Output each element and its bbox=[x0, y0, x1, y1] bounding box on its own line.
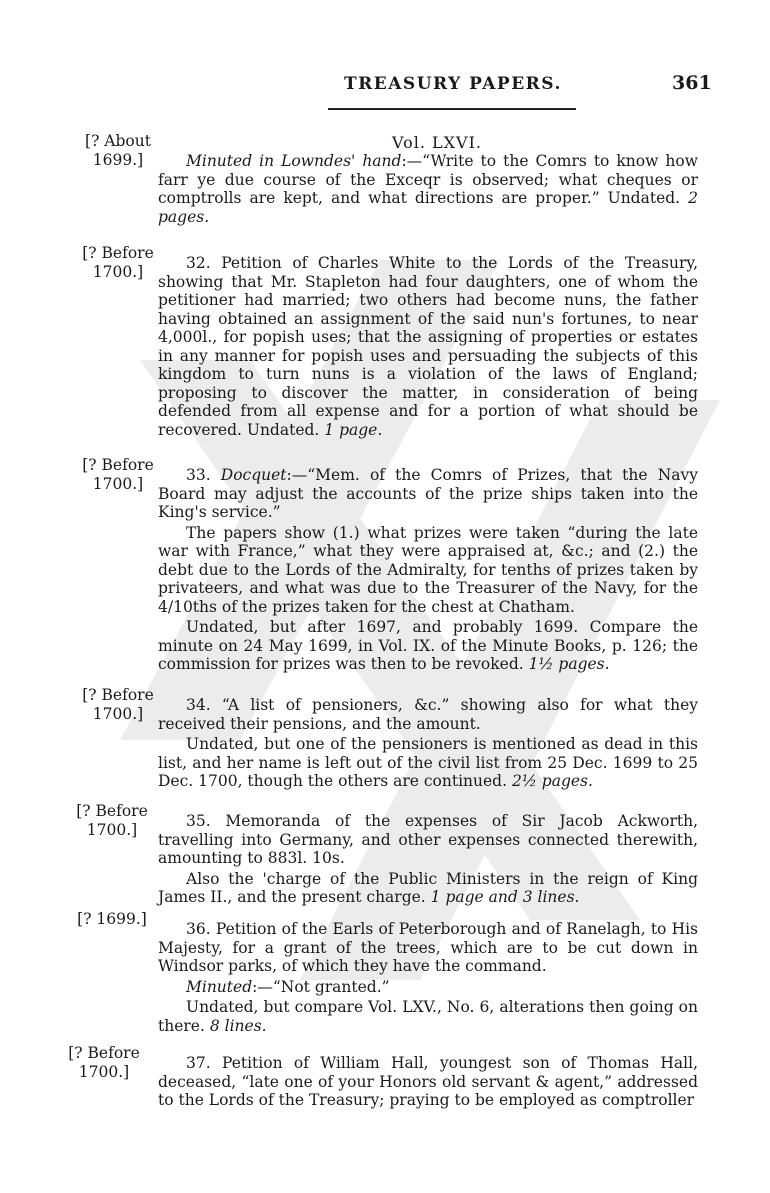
paragraph bbox=[158, 254, 698, 439]
margin-date: [? Before 1700.] bbox=[82, 244, 154, 281]
entry-number: 33. bbox=[186, 466, 221, 484]
paragraph-text: 37. Petition of William Hall, youngest son of Thomas Hall, deceased, “late one of your Honors old servant & agent,” addressed to the Lords of the Treasury; praying to be employed as comptroller bbox=[158, 1054, 698, 1109]
page-count: 1 page and 3 lines. bbox=[430, 888, 580, 906]
margin-date: [? Before 1700.] bbox=[68, 1044, 140, 1081]
paragraph-text: Undated, but one of the pensioners is mentioned as dead in this list, and her name is left out of the civil list from 25 Dec. 1699 to 25 Dec. 1700, though the others are continued. bbox=[158, 735, 698, 790]
volume-heading: Vol. LXVI. bbox=[392, 133, 482, 152]
italic-lead: Docquet bbox=[220, 466, 287, 484]
page-count: 2½ pages. bbox=[511, 772, 593, 790]
page-count: 2 pages. bbox=[158, 189, 698, 226]
entry-text bbox=[158, 812, 698, 907]
margin-date: [? About 1699.] bbox=[85, 132, 151, 169]
running-title: TREASURY PAPERS. bbox=[344, 74, 562, 94]
page-count: 1½ pages. bbox=[528, 655, 610, 673]
paragraph bbox=[158, 735, 698, 791]
paragraph-text: Undated, but compare Vol. LXV., No. 6, alterations then going on there. bbox=[158, 998, 698, 1035]
page-count: 1 page. bbox=[324, 420, 383, 439]
entry-text bbox=[158, 1054, 698, 1110]
margin-date: [? Before 1700.] bbox=[82, 456, 154, 493]
paragraph bbox=[158, 466, 698, 522]
paragraph bbox=[158, 696, 698, 733]
paragraph bbox=[158, 618, 698, 674]
paragraph-text: :—“Write to the Comrs to know how farr ye due course of the Exceqr is observed; what cheques or comptrolls are kept, and what directions are proper.” Undated. bbox=[158, 152, 698, 207]
paragraph bbox=[158, 1054, 698, 1110]
paragraph bbox=[158, 524, 698, 617]
margin-date: [? Before 1700.] bbox=[76, 802, 148, 839]
entry-text bbox=[158, 254, 698, 439]
paragraph bbox=[158, 152, 698, 226]
paragraph bbox=[158, 920, 698, 976]
page-count: 8 lines. bbox=[209, 1016, 267, 1035]
paragraph-text: Also the 'charge of the Public Ministers in the reign of King James II., and the present charge. bbox=[158, 869, 698, 906]
paragraph-text: 35. Memoranda of the expenses of Sir Jacob Ackworth, travelling into Germany, and other expenses connected therewith, amounting to 883l. 10s. bbox=[158, 812, 698, 867]
header-rule bbox=[328, 108, 576, 110]
italic-lead: Minuted bbox=[186, 977, 253, 996]
entry-text bbox=[158, 152, 698, 226]
paragraph bbox=[158, 870, 698, 907]
paragraph bbox=[158, 998, 698, 1035]
paragraph-text: Undated, but after 1697, and probably 1699. Compare the minute on 24 May 1699, in Vol. IX. of the Minute Books, p. 126; the commission for prizes was then to be revoked. bbox=[158, 618, 698, 673]
margin-date: [? 1699.] bbox=[77, 910, 147, 928]
paragraph-text: 32. Petition of Charles White to the Lords of the Treasury, showing that Mr. Stapleton had four daughters, one of whom the petitioner had married; two others had become nuns, the father having obtained an assignment of the said nun's fortunes, to near 4,000l., for popish uses; that the assigning of properties or estates in any manner for popish uses and persuading the subjects of this kingdom to turn nuns is a violation of the laws of England; proposing to discover the matter, in consideration of being defended from all expense and for a portion of what should be recovered. Undated. bbox=[158, 254, 698, 439]
paragraph-text: 36. Petition of the Earls of Peterborough and of Ranelagh, to His Majesty, for a grant of the trees, which are to be cut down in Windsor parks, of which they have the command. bbox=[158, 920, 698, 975]
paragraph-text: 34. “A list of pensioners, &c.” showing also for what they received their pensions, and the amount. bbox=[158, 696, 698, 733]
paragraph bbox=[158, 978, 698, 997]
italic-lead: Minuted in Lowndes' hand bbox=[186, 152, 402, 170]
paragraph-text: The papers show (1.) what prizes were taken “during the late war with France,” what they were appraised at, &c.; and (2.) the debt due to the Lords of the Admiralty, for tenths of prizes taken by privateers, and what was due to the Treasurer of the Navy, for the 4/10ths of the prizes taken for the chest at Chatham. bbox=[158, 523, 698, 616]
page-number: 361 bbox=[672, 72, 712, 94]
paragraph-text: :—“Not granted.” bbox=[252, 977, 390, 996]
entry-text bbox=[158, 696, 698, 791]
entry-text bbox=[158, 920, 698, 1035]
margin-date: [? Before 1700.] bbox=[82, 686, 154, 723]
paragraph-text: :—“Mem. of the Comrs of Prizes, that the Navy Board may adjust the accounts of the prize ships taken into the King's service.” bbox=[158, 466, 699, 521]
entry-text bbox=[158, 466, 698, 674]
paragraph bbox=[158, 812, 698, 868]
